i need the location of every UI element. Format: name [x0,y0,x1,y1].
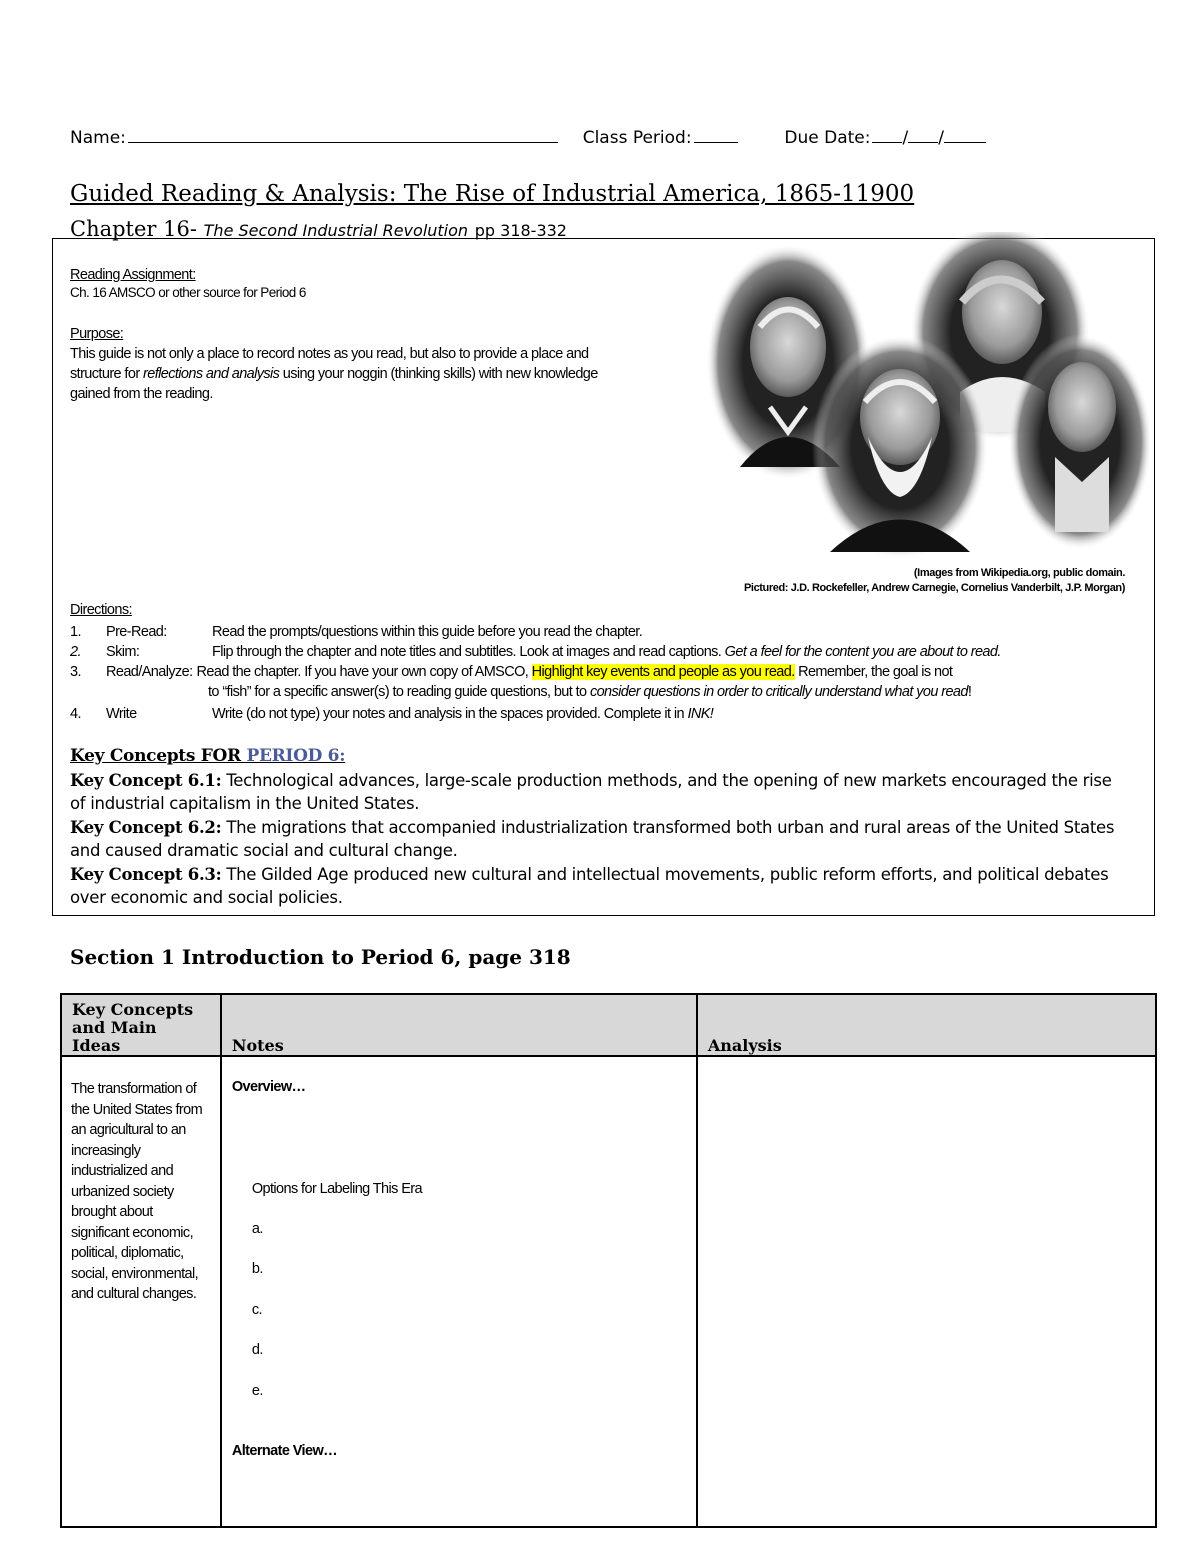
notes-table [60,993,1157,1528]
option-d: d. [251,1342,263,1358]
due-date-slash-2: / [938,128,944,148]
direction-text: Read the chapter. If you have your own copy of AMSCO, [196,664,532,680]
name-label: Name: [70,128,126,148]
image-caption [744,566,1125,596]
chapter-pages: pp 318-332 [474,221,567,240]
directions-heading: Directions: [70,602,132,618]
direction-num: 2. [70,644,81,660]
header-analysis: Analysis [697,994,1156,1056]
purpose-line-3: gained from the reading. [70,386,213,402]
direction-italic: INK! [687,706,714,722]
reading-assignment-heading: Reading Assignment: [70,267,196,283]
header-notes: Notes [221,994,697,1056]
due-date-year-field[interactable] [944,126,986,143]
page-title: Guided Reading & Analysis: The Rise of Industrial America, 1865-11900 [70,181,915,207]
direction-cont-end: ! [967,684,972,700]
notes-cell[interactable] [221,1056,697,1527]
key-concepts-heading-a: Key Concepts FOR [70,746,247,766]
purpose-heading: Purpose: [70,326,124,342]
key-concept-6-1 [70,769,1130,816]
image-caption-line-1: (Images from Wikipedia.org, public domain. [913,567,1125,579]
main-idea-cell: The transformation of the United States from an agricultural to an increasingly industrialized and urbanized society brought about significant economic, political, diplomatic, social, environmental, and cultural changes. [61,1056,221,1527]
direction-text: Flip through the chapter and note titles and subtitles. Look at images and read captions. [212,644,725,660]
option-e: e. [251,1383,263,1399]
direction-step: Skim: [106,644,140,660]
direction-item-2 [70,644,1001,660]
reading-assignment [70,265,306,301]
industrialist-portraits [700,232,1160,562]
table-header-row [61,994,1156,1056]
direction-cont: to “fish” for a specific answer(s) to reading guide questions, but to [208,684,590,700]
key-concepts-heading-b: PERIOD 6: [246,746,346,766]
purpose-text-c: using your noggin (thinking skills) with new knowledge [279,366,598,382]
table-row [61,1056,1156,1527]
option-a: a. [251,1221,263,1237]
chapter-subtitle: The Second Industrial Revolution [203,221,469,240]
due-date-slash: / [902,128,909,148]
morgan-portrait [1008,334,1152,550]
direction-step: Write [106,706,137,722]
direction-step: Pre-Read: [106,624,167,640]
alternate-view-label: Alternate View… [231,1443,338,1459]
key-concept-6-2 [70,816,1130,863]
direction-num: 4. [70,706,81,722]
key-concept-text: The migrations that accompanied industrialization transformed both urban and rural areas of the United States and caused dramatic social and cultural change. [70,817,1115,860]
key-concepts [70,745,1130,910]
name-field[interactable] [128,126,558,143]
direction-highlight: Highlight key events and people as you read. [531,664,795,680]
options-label: Options for Labeling This Era [251,1181,422,1197]
direction-cont-italic: consider questions in order to critically understand what you read [589,684,968,700]
due-date-label: Due Date: [784,128,871,148]
header-key-concepts: Key Concepts and Main Ideas [61,994,221,1056]
direction-item-3-cont [208,684,971,700]
purpose-line-2 [70,364,690,384]
purpose [70,324,690,404]
direction-text-b: Remember, the goal is not [794,664,953,680]
direction-text: Read the prompts/questions within this guide before you read the chapter. [212,624,643,640]
class-period-field[interactable] [694,126,738,143]
reading-assignment-text: Ch. 16 AMSCO or other source for Period 6 [70,285,306,300]
key-concept-text: Technological advances, large-scale production methods, and the opening of new markets encouraged the rise of industrial capitalism in the United States. [70,770,1112,813]
carnegie-portrait [812,335,988,559]
key-concept-label: Key Concept 6.2: [70,817,222,837]
key-concept-text: The Gilded Age produced new cultural and intellectual movements, public reform efforts, and political debates over economic and social policies. [70,864,1109,907]
option-c: c. [251,1302,262,1318]
image-caption-line-2: Pictured: J.D. Rockefeller, Andrew Carnegie, Cornelius Vanderbilt, J.P. Morgan) [743,582,1125,594]
due-date-month-field[interactable] [872,126,902,143]
due-date-day-field[interactable] [908,126,938,143]
direction-italic: Get a feel for the content you are about to read. [724,644,1001,660]
purpose-line-1: This guide is not only a place to record notes as you read, but also to provide a place and [70,346,589,362]
header-row [70,126,986,148]
purpose-text-a: structure for [70,366,143,382]
direction-num: 3. [70,664,81,680]
key-concept-6-3 [70,863,1130,910]
key-concept-label: Key Concept 6.1: [70,770,222,790]
direction-text: Write (do not type) your notes and analysis in the spaces provided. Complete it in [212,706,688,722]
direction-num: 1. [70,624,81,640]
analysis-cell[interactable] [697,1056,1156,1527]
option-b: b. [251,1261,263,1277]
purpose-italic: reflections and analysis [143,366,280,382]
section-title: Section 1 Introduction to Period 6, page 318 [70,945,571,969]
direction-step: Read/Analyze: [106,664,193,680]
direction-item-1 [70,624,642,640]
chapter-label: Chapter 16- [70,217,197,241]
key-concepts-heading [70,745,1130,769]
direction-item-3 [70,664,952,680]
direction-item-4 [70,706,713,722]
key-concept-label: Key Concept 6.3: [70,864,222,884]
overview-label: Overview… [231,1079,306,1095]
class-period-label: Class Period: [582,128,692,148]
